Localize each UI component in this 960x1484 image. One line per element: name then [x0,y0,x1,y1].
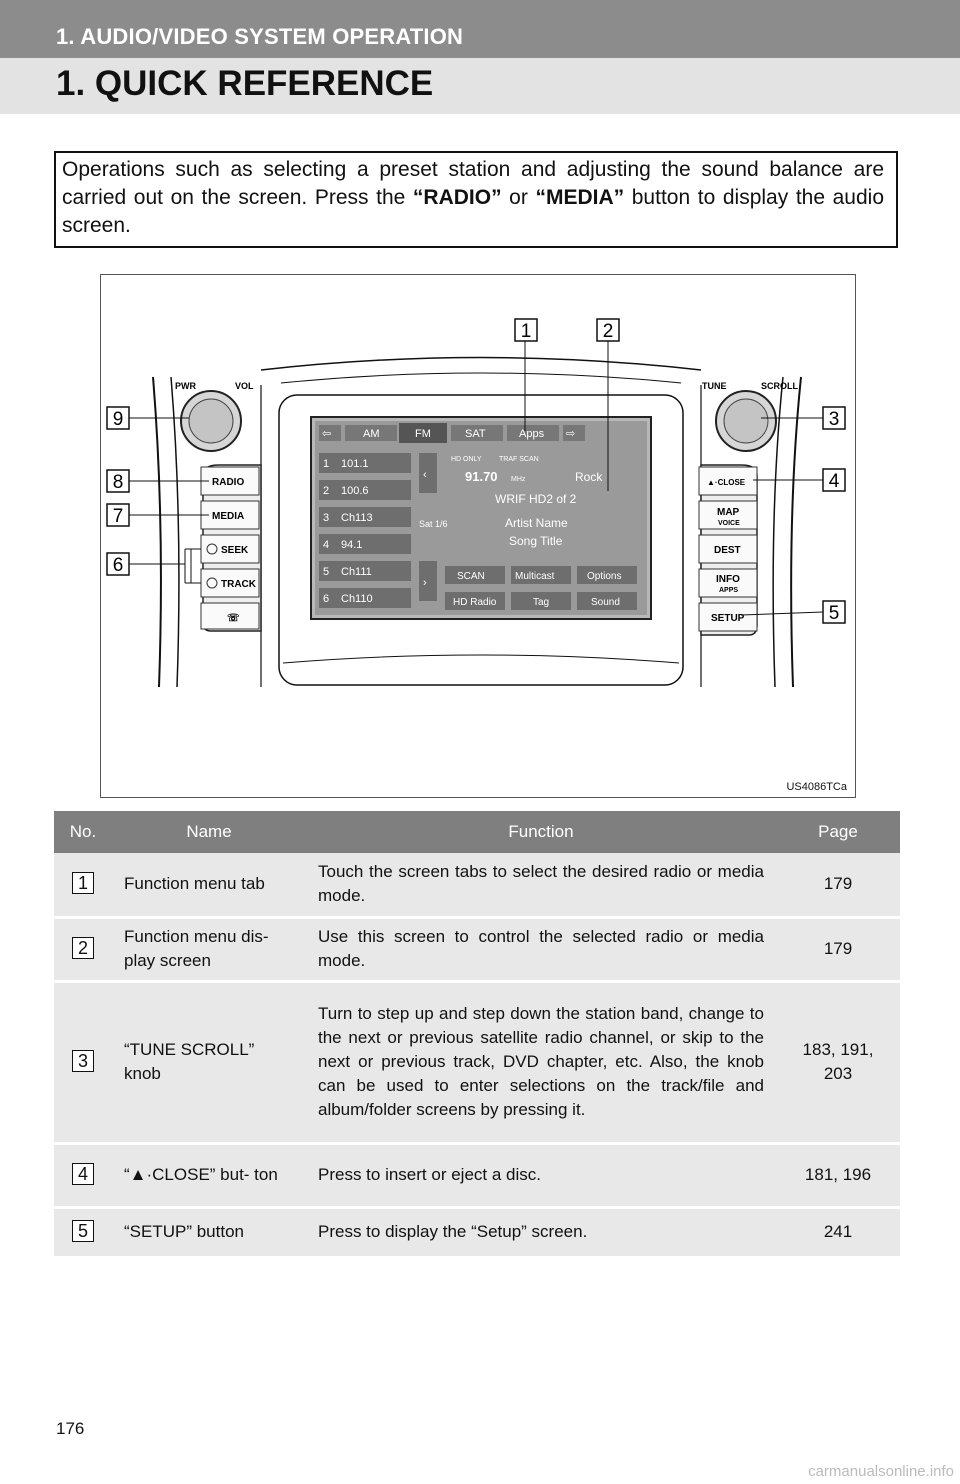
svg-text:5: 5 [323,566,330,578]
page-title: 1. QUICK REFERENCE [56,64,434,103]
preset-3[interactable]: Ch113 [341,512,373,524]
track-button[interactable]: TRACK [221,579,256,590]
row-name: “TUNE SCROLL” knob [112,981,306,1143]
header-function: Function [306,811,776,853]
scroll-label: SCROLL [761,381,798,391]
hd-radio-button[interactable]: HD Radio [453,597,497,608]
callout-3: 3 [828,409,840,430]
row-number-badge: 5 [72,1220,94,1242]
apps-label: APPS [719,587,739,594]
scan-button[interactable]: SCAN [457,571,485,582]
row-page: 179 [776,917,900,981]
svg-text:›: › [423,577,427,589]
tab-fm[interactable]: FM [415,428,431,440]
intro-text-2: or [501,186,536,209]
preset-4[interactable]: 94.1 [341,539,363,551]
callout-4: 4 [828,471,840,492]
callout-2: 2 [602,321,614,342]
row-page: 183, 191, 203 [776,981,900,1143]
vol-label: VOL [235,381,254,391]
row-page: 181, 196 [776,1143,900,1207]
table-row [54,981,900,1143]
dest-button[interactable]: DEST [714,545,741,556]
screen-frequency: 91.70 [465,469,498,484]
svg-text:1: 1 [323,458,330,470]
status-hd-only: HD ONLY [451,456,482,463]
radio-button[interactable]: RADIO [212,477,245,488]
table-row [54,1143,900,1207]
row-name: Function menu dis- play screen [112,917,306,981]
radio-keyword: “RADIO” [412,186,502,209]
svg-text:‹: ‹ [423,469,427,481]
watermark: carmanualsonline.info [808,1463,954,1480]
row-number-badge: 3 [72,1050,94,1072]
phone-button[interactable]: ☏ [227,613,240,624]
tune-label: TUNE [702,381,727,391]
row-function: Use this screen to control the selected radio or media mode. [306,917,776,981]
svg-text:⇨: ⇨ [566,428,576,440]
screen-station: WRIF HD2 of 2 [495,492,577,506]
table-row [54,917,900,981]
map-button[interactable]: MAP [717,507,740,518]
preset-1[interactable]: 101.1 [341,458,369,470]
callout-8: 8 [112,472,124,493]
intro-text-1: Operations such as selecting a preset station and adjusting the sound balance are carried out on the screen. Press the [62,158,884,209]
media-button[interactable]: MEDIA [212,511,245,522]
screen-song: Song Title [509,534,563,548]
callout-9: 9 [112,409,124,430]
svg-text:6: 6 [323,593,330,605]
tab-sat[interactable]: SAT [465,428,486,440]
status-traf-scan: TRAF SCAN [499,456,539,463]
intro-text-3: button to display the audio screen. [62,186,885,237]
row-name: “SETUP” button [112,1207,306,1257]
screen-artist: Artist Name [505,516,568,530]
row-page: 179 [776,853,900,917]
setup-button[interactable]: SETUP [711,613,745,624]
header-name: Name [112,811,306,853]
callout-5: 5 [828,603,840,624]
preset-page: Sat 1/6 [419,519,448,529]
svg-text:⇦: ⇦ [322,428,332,440]
header-no: No. [54,811,112,853]
row-function: Press to display the “Setup” screen. [306,1207,776,1257]
multicast-button[interactable]: Multicast [515,571,555,582]
voice-label: VOICE [718,520,740,527]
page-title-bar [0,58,960,114]
seek-button[interactable]: SEEK [221,545,249,556]
options-button[interactable]: Options [587,571,622,582]
row-number-badge: 2 [72,937,94,959]
callout-1: 1 [520,321,532,342]
info-button[interactable]: INFO [716,574,740,585]
row-function: Press to insert or eject a disc. [306,1143,776,1207]
row-number-badge: 1 [72,872,94,894]
reference-table [54,811,900,1259]
table-row [54,853,900,917]
row-page: 241 [776,1207,900,1257]
page-number: 176 [56,1419,85,1438]
eject-close-button[interactable]: ▲·CLOSE [707,478,746,487]
figure-code: US4086TCa [786,781,847,793]
header-page: Page [776,811,900,853]
callout-7: 7 [112,506,124,527]
svg-text:3: 3 [323,512,330,524]
screen-freq-unit: MHz [511,476,526,483]
head-unit-illustration [100,274,856,798]
pwr-label: PWR [175,381,196,391]
row-function: Touch the screen tabs to select the desired radio or media mode. [306,853,776,917]
row-function: Turn to step up and step down the station band, change to the next or previous satellite radio channel, or skip to the next or previous track, DVD chapter, etc. Also, the knob can be used to enter selections on the track/file and album/folder screens by pressing it. [306,981,776,1143]
row-number-badge: 4 [72,1163,94,1185]
preset-2[interactable]: 100.6 [341,485,369,497]
svg-text:2: 2 [323,485,330,497]
preset-5[interactable]: Ch111 [341,566,372,578]
sound-button[interactable]: Sound [591,597,620,608]
table-row [54,1207,900,1257]
row-name: “▲·CLOSE” but- ton [112,1143,306,1207]
media-keyword: “MEDIA” [535,186,625,209]
svg-text:4: 4 [323,539,330,551]
row-name: Function menu tab [112,853,306,917]
section-header [0,0,960,58]
preset-6[interactable]: Ch110 [341,593,373,605]
intro-box [54,151,898,248]
section-title: 1. AUDIO/VIDEO SYSTEM OPERATION [56,24,464,49]
tab-am[interactable]: AM [363,428,380,440]
tab-apps[interactable]: Apps [519,428,545,440]
tag-button[interactable]: Tag [533,597,550,608]
callout-6: 6 [112,555,124,576]
screen-genre: Rock [575,470,603,484]
table-header-row [54,811,900,853]
